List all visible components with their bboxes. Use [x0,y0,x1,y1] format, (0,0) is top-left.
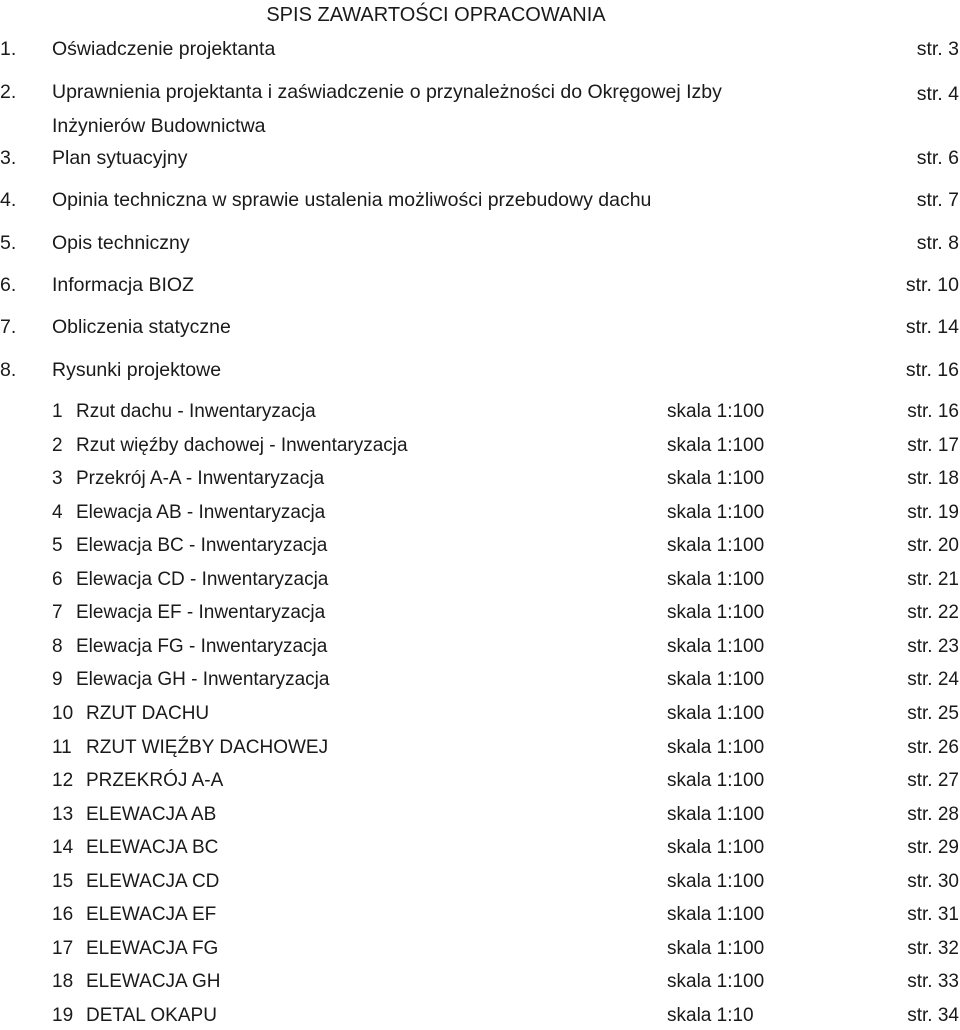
drawing-number: 7 [52,602,63,623]
drawing-item [0,432,960,460]
page-reference: str. 23 [907,636,959,657]
page-reference: str. 4 [916,83,959,105]
drawing-scale: skala 1:100 [667,871,765,892]
drawing-title: Elewacja FG - Inwentaryzacja [76,636,328,657]
page-reference: str. 31 [907,904,959,925]
page-reference: str. 20 [907,535,959,556]
page-reference: str. 33 [907,971,959,992]
drawing-title: ELEWACJA AB [86,804,217,825]
drawing-scale: skala 1:100 [667,737,765,758]
drawing-item [0,767,960,795]
drawing-number: 10 [52,703,74,724]
drawing-item [0,868,960,896]
drawing-title: ELEWACJA FG [86,938,219,959]
drawing-title: Elewacja BC - Inwentaryzacja [76,535,328,556]
page-reference: str. 26 [907,737,959,758]
drawing-number: 18 [52,971,74,992]
drawing-item [0,1002,960,1030]
drawing-item [0,599,960,627]
drawing-item [0,834,960,862]
drawing-scale: skala 1:100 [667,569,765,590]
page-reference: str. 10 [905,274,959,296]
page-reference: str. 16 [907,401,959,422]
drawing-number: 6 [52,569,63,590]
section-number: 7. [0,316,17,338]
drawing-number: 2 [52,435,63,456]
drawing-number: 11 [52,737,72,758]
drawing-title: ELEWACJA GH [86,971,221,992]
drawing-scale: skala 1:100 [667,669,765,690]
drawing-scale: skala 1:100 [667,971,765,992]
section-number: 3. [0,147,17,169]
drawing-scale: skala 1:100 [667,468,765,489]
page-reference: str. 30 [907,871,959,892]
drawing-number: 4 [52,502,63,523]
section-title: Uprawnienia projektanta i zaświadczenie o przynależności do Okręgowej Izby Inżynierów Budownictwa [52,81,722,137]
section-title: Rysunki projektowe [52,359,222,381]
drawing-item [0,734,960,762]
section-title: Opinia techniczna w sprawie ustalenia możliwości przebudowy dachu [52,189,652,211]
toc-section [0,35,960,63]
drawing-scale: skala 1:10 [667,1005,754,1026]
toc-section [0,78,960,137]
drawing-item [0,968,960,996]
page-reference: str. 16 [905,359,959,381]
drawing-number: 1 [52,401,63,422]
drawing-number: 14 [52,837,74,858]
toc-section [0,313,960,341]
drawing-title: DETAL OKAPU [86,1005,217,1026]
drawing-number: 15 [52,871,74,892]
drawing-title: ELEWACJA CD [86,871,220,892]
section-title: Obliczenia statyczne [52,316,231,338]
page-reference: str. 3 [916,38,959,60]
page-reference: str. 19 [907,502,959,523]
section-number: 1. [0,38,17,60]
page-reference: str. 6 [916,147,959,169]
page-reference: str. 24 [907,669,959,690]
drawing-item [0,465,960,493]
drawing-item [0,901,960,929]
drawing-number: 3 [52,468,63,489]
drawing-title: ELEWACJA BC [86,837,219,858]
drawing-item [0,566,960,594]
drawing-item [0,398,960,426]
page-reference: str. 7 [916,189,959,211]
page-reference: str. 22 [907,602,959,623]
section-number: 2. [0,81,17,103]
page-reference: str. 14 [905,316,959,338]
drawing-title: Rzut więźby dachowej - Inwentaryzacja [76,435,408,456]
drawing-scale: skala 1:100 [667,435,765,456]
drawing-title: RZUT DACHU [86,703,210,724]
section-number: 6. [0,274,17,296]
page-reference: str. 18 [907,468,959,489]
section-title: Oświadczenie projektanta [52,38,276,60]
drawing-title: PRZEKRÓJ A-A [86,770,224,791]
drawing-title: Rzut dachu - Inwentaryzacja [76,401,316,422]
drawing-title: RZUT WIĘŹBY DACHOWEJ [86,737,329,758]
drawing-scale: skala 1:100 [667,770,765,791]
drawing-number: 9 [52,669,63,690]
drawing-scale: skala 1:100 [667,401,765,422]
drawing-title: ELEWACJA EF [86,904,217,925]
page-reference: str. 21 [907,569,959,590]
drawing-item [0,633,960,661]
page-reference: str. 32 [907,938,959,959]
drawing-scale: skala 1:100 [667,636,765,657]
drawing-item [0,935,960,963]
page-reference: str. 27 [907,770,959,791]
drawing-item [0,801,960,829]
drawing-item [0,532,960,560]
drawing-scale: skala 1:100 [667,837,765,858]
page-reference: str. 17 [907,435,959,456]
drawing-number: 17 [52,938,74,959]
drawing-scale: skala 1:100 [667,602,765,623]
drawing-title: Przekrój A-A - Inwentaryzacja [76,468,325,489]
toc-section [0,356,960,384]
drawing-title: Elewacja AB - Inwentaryzacja [76,502,326,523]
section-title: Informacja BIOZ [52,274,194,296]
drawing-number: 19 [52,1005,74,1026]
section-number: 4. [0,189,17,211]
section-title: Opis techniczny [52,232,190,254]
toc-section [0,229,960,257]
drawing-item [0,666,960,694]
page-reference: str. 8 [916,232,959,254]
drawing-scale: skala 1:100 [667,502,765,523]
page-title: SPIS ZAWARTOŚCI OPRACOWANIA [266,4,606,26]
drawing-title: Elewacja EF - Inwentaryzacja [76,602,326,623]
drawing-number: 16 [52,904,74,925]
drawing-number: 8 [52,636,63,657]
toc-section [0,186,960,214]
section-title: Plan sytuacyjny [52,147,188,169]
drawing-title: Elewacja GH - Inwentaryzacja [76,669,330,690]
drawing-number: 13 [52,804,74,825]
page-reference: str. 34 [907,1005,959,1026]
toc-section [0,144,960,172]
drawing-number: 12 [52,770,74,791]
drawing-item [0,700,960,728]
drawing-number: 5 [52,535,63,556]
page-reference: str. 29 [907,837,959,858]
drawing-scale: skala 1:100 [667,938,765,959]
toc-section [0,271,960,299]
drawing-item [0,499,960,527]
page-reference: str. 25 [907,703,959,724]
drawing-title: Elewacja CD - Inwentaryzacja [76,569,329,590]
drawing-scale: skala 1:100 [667,535,765,556]
drawing-scale: skala 1:100 [667,804,765,825]
drawing-scale: skala 1:100 [667,703,765,724]
page-reference: str. 28 [907,804,959,825]
section-number: 8. [0,359,17,381]
drawing-scale: skala 1:100 [667,904,765,925]
section-number: 5. [0,232,17,254]
